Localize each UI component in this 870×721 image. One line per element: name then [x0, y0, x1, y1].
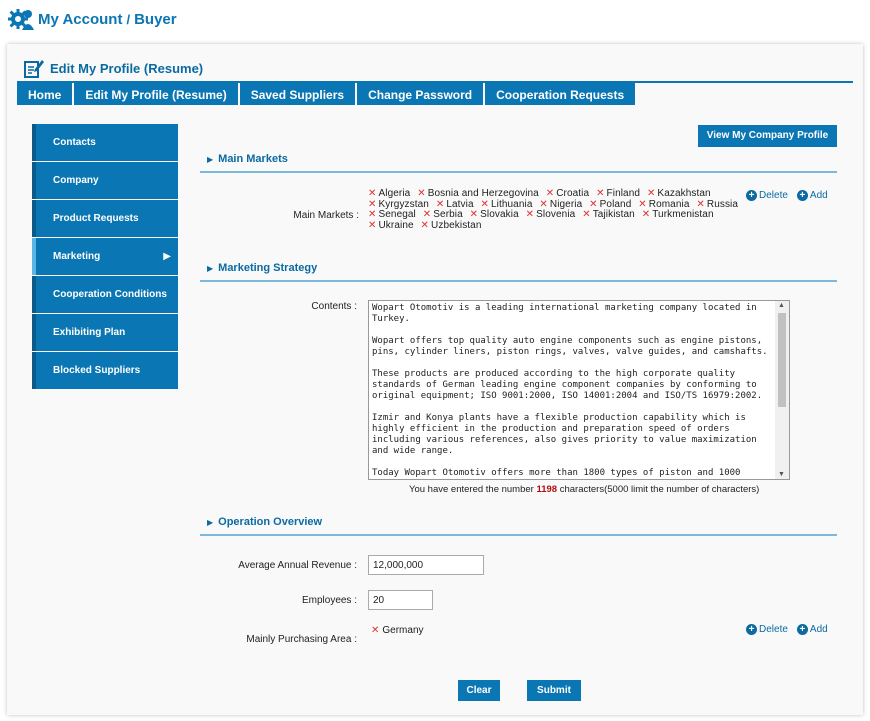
add-market-button[interactable] [797, 190, 828, 201]
panel-title [23, 56, 203, 80]
contents-textarea[interactable] [369, 301, 774, 479]
tab-change-password[interactable]: Change Password [357, 83, 483, 105]
remove-icon[interactable]: ✕ [420, 219, 430, 231]
panel-title-text: Edit My Profile (Resume) [50, 60, 204, 76]
market-name: Algeria [378, 188, 411, 199]
triangle-right-icon: ▶ [207, 263, 214, 273]
page-header [8, 6, 177, 32]
scroll-up-icon[interactable]: ▲ [778, 302, 785, 309]
market-item [417, 188, 539, 199]
market-item [539, 199, 582, 210]
remove-icon[interactable]: ✕ [638, 198, 647, 210]
remove-icon[interactable]: ✕ [469, 209, 479, 220]
delete-label: Delete [759, 190, 788, 201]
market-name: Tajikistan [592, 209, 635, 220]
delete-label: Delete [759, 624, 788, 635]
remove-icon[interactable]: ✕ [368, 209, 377, 220]
counter-suffix: characters(5000 limit the number of characters) [559, 484, 760, 495]
employees-input[interactable] [368, 590, 433, 610]
market-item [638, 199, 689, 210]
caret-right-icon: ▶ [163, 251, 171, 262]
market-name: Ukraine [378, 219, 414, 231]
divider [200, 280, 837, 282]
section-title-main-markets [207, 153, 288, 165]
market-name: Slovakia [480, 209, 519, 220]
contents-textarea-wrapper [368, 300, 790, 480]
gear-user-icon [8, 6, 34, 32]
market-name: Kazakhstan [657, 188, 711, 199]
market-item [589, 199, 631, 210]
sidebar-item-company[interactable] [32, 162, 178, 199]
scroll-thumb[interactable] [778, 313, 786, 407]
purchasing-area-label: Mainly Purchasing Area : [246, 634, 357, 645]
market-name: Uzbekistan [431, 219, 482, 231]
header-separator: / [126, 11, 131, 27]
market-name: Slovenia [536, 209, 576, 220]
market-item [596, 188, 640, 199]
market-name: Russia [706, 198, 739, 210]
contents-label: Contents : [311, 301, 357, 312]
remove-icon[interactable]: ✕ [641, 209, 651, 220]
market-item [647, 188, 711, 199]
tab-edit-profile[interactable]: Edit My Profile (Resume) [74, 83, 237, 105]
remove-icon[interactable]: ✕ [545, 188, 555, 199]
market-item [423, 209, 463, 220]
section-title-text: Operation Overview [218, 516, 323, 528]
market-name: Romania [648, 198, 690, 210]
remove-icon[interactable]: ✕ [368, 219, 377, 231]
section-title-text: Marketing Strategy [218, 262, 318, 274]
market-name: Croatia [556, 188, 590, 199]
main-markets-actions [746, 190, 837, 201]
plus-circle-icon: + [746, 624, 757, 635]
revenue-label: Average Annual Revenue : [238, 560, 357, 571]
market-item [421, 220, 482, 231]
view-company-profile-button[interactable]: View My Company Profile [698, 125, 837, 147]
sidebar-item-label: Contacts [53, 137, 96, 148]
edit-document-icon [23, 57, 45, 79]
sidebar [32, 124, 178, 390]
add-label: Add [809, 190, 828, 201]
header-title: My Account [38, 10, 123, 28]
market-item [368, 188, 410, 199]
market-name: Bosnia and Herzegovina [427, 188, 539, 199]
market-name: Poland [599, 198, 632, 210]
market-name: Serbia [433, 209, 463, 220]
purchasing-area-actions [746, 624, 837, 635]
employees-label: Employees : [301, 595, 357, 606]
section-title-operation-overview [207, 516, 322, 528]
purchasing-area-item [371, 625, 424, 636]
divider [200, 534, 837, 536]
area-name: Germany [382, 625, 424, 636]
market-item [582, 209, 635, 220]
market-name: Senegal [378, 209, 416, 220]
character-counter [409, 484, 759, 495]
scroll-down-icon[interactable]: ▼ [778, 471, 785, 478]
remove-icon[interactable]: ✕ [368, 198, 377, 210]
market-item [526, 209, 576, 220]
sidebar-item-label: Product Requests [53, 213, 139, 224]
plus-circle-icon: + [746, 190, 757, 201]
counter-value: 1198 [536, 484, 558, 495]
main-panel [7, 44, 863, 715]
triangle-right-icon: ▶ [207, 517, 214, 527]
sidebar-item-cooperation-conditions[interactable] [32, 276, 178, 313]
main-markets-label: Main Markets : [293, 210, 359, 221]
remove-icon[interactable]: ✕ [539, 198, 548, 210]
market-name: Kyrgyzstan [378, 198, 429, 210]
delete-market-button[interactable] [746, 190, 788, 201]
add-label: Add [809, 624, 828, 635]
plus-circle-icon: + [797, 190, 808, 201]
tab-cooperation-requests[interactable]: Cooperation Requests [485, 83, 635, 105]
market-item [368, 220, 414, 231]
remove-icon[interactable]: ✕ [368, 188, 377, 199]
sidebar-item-contacts[interactable] [32, 124, 178, 161]
revenue-input[interactable] [368, 555, 484, 575]
remove-icon[interactable]: ✕ [525, 209, 535, 220]
sidebar-item-label: Company [53, 175, 99, 186]
market-name: Finland [606, 188, 641, 199]
remove-icon[interactable]: ✕ [596, 188, 605, 199]
sidebar-item-label: Exhibiting Plan [53, 327, 126, 338]
remove-icon[interactable]: ✕ [417, 188, 426, 199]
market-item [436, 199, 474, 210]
counter-prefix: You have entered the number [409, 484, 534, 495]
market-item [368, 199, 429, 210]
market-name: Lithuania [491, 198, 533, 210]
sidebar-item-marketing[interactable] [32, 238, 178, 275]
tab-saved-suppliers[interactable]: Saved Suppliers [240, 83, 355, 105]
market-item [481, 199, 533, 210]
sidebar-item-exhibiting-plan[interactable] [32, 314, 178, 351]
market-item [368, 209, 416, 220]
sidebar-item-blocked-suppliers[interactable] [32, 352, 178, 389]
tab-bar [17, 83, 637, 105]
remove-icon[interactable]: ✕ [589, 198, 598, 210]
header-subtitle: Buyer [134, 10, 177, 28]
sidebar-item-label: Cooperation Conditions [53, 289, 167, 300]
market-item [470, 209, 519, 220]
section-title-marketing-strategy [207, 262, 317, 274]
market-name: Turkmenistan [652, 209, 714, 220]
main-markets-list [368, 189, 748, 231]
sidebar-item-label: Marketing [53, 251, 101, 262]
divider [200, 171, 837, 173]
sidebar-item-product-requests[interactable] [32, 200, 178, 237]
remove-icon[interactable]: ✕ [480, 198, 489, 210]
remove-icon[interactable]: ✕ [696, 198, 705, 210]
textarea-scrollbar[interactable] [775, 301, 789, 479]
plus-circle-icon: + [797, 624, 808, 635]
market-item [642, 209, 714, 220]
delete-area-button[interactable] [746, 624, 788, 635]
remove-icon[interactable]: ✕ [646, 188, 656, 199]
clear-button[interactable]: Clear [458, 680, 500, 701]
remove-icon[interactable]: ✕ [582, 209, 591, 220]
market-name: Nigeria [549, 198, 583, 210]
remove-icon[interactable]: ✕ [422, 209, 432, 220]
market-item [546, 188, 589, 199]
remove-icon[interactable]: ✕ [371, 625, 380, 636]
market-item [696, 199, 738, 210]
tab-home[interactable]: Home [17, 83, 72, 105]
section-title-text: Main Markets [218, 153, 288, 165]
remove-icon[interactable]: ✕ [435, 198, 445, 210]
sidebar-item-label: Blocked Suppliers [53, 365, 141, 376]
add-area-button[interactable] [797, 624, 828, 635]
triangle-right-icon: ▶ [207, 154, 214, 164]
market-name: Latvia [446, 198, 474, 210]
submit-button[interactable]: Submit [527, 680, 581, 701]
